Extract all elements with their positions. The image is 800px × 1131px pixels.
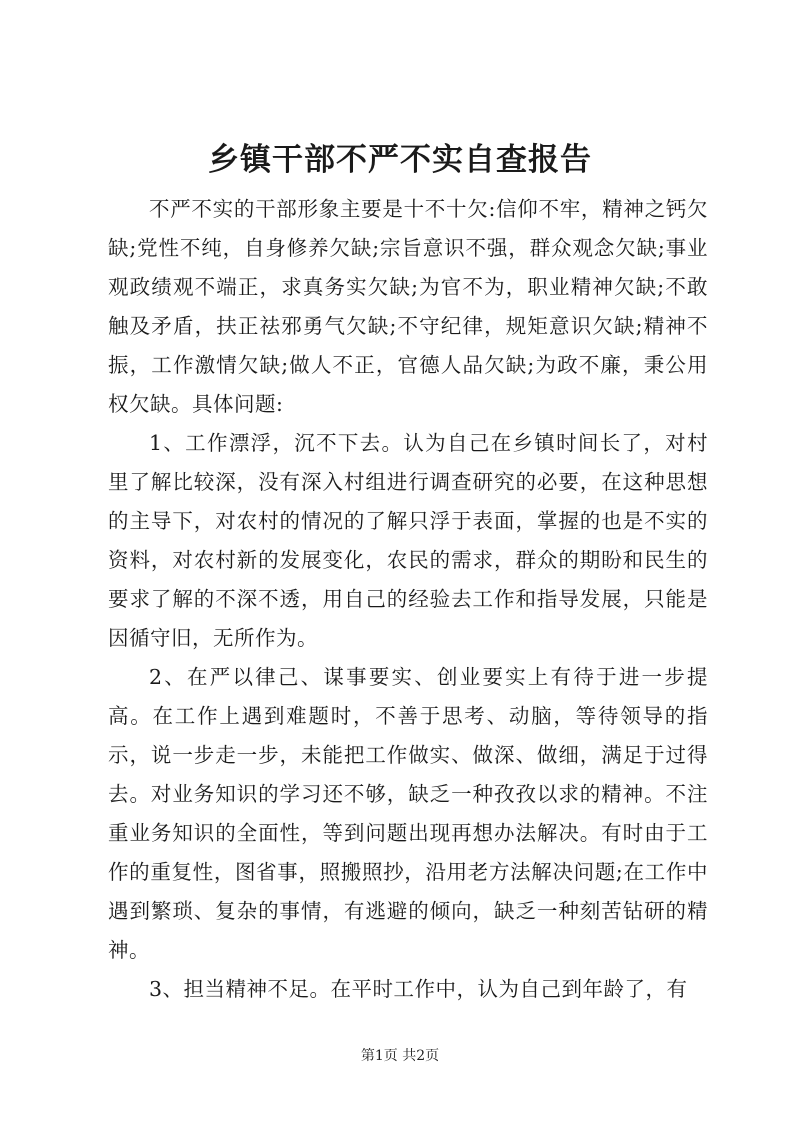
page-number: 第1页 共2页 — [360, 1048, 440, 1064]
document-body — [108, 190, 708, 1009]
page-footer — [0, 1046, 800, 1066]
paragraph-1: 1、工作漂浮，沉不下去。认为自己在乡镇时间长了，对村里了解比较深，没有深入村组进行调查研究的必要，在这种思想的主导下，对农村的情况的了解只浮于表面，掌握的也是不实的资料，对农村新的发展变化，农民的需求，群众的期盼和民生的要求了解的不深不透，用自己的经验去工作和指导发展，只能是因循守旧，无所作为。 — [108, 431, 708, 650]
paragraph-3: 3、担当精神不足。在平时工作中，认为自己到年龄了，有 — [149, 977, 688, 1001]
paragraph-intro: 不严不实的干部形象主要是十不十欠:信仰不牢，精神之钙欠缺;党性不纯，自身修养欠缺;宗旨意识不强，群众观念欠缺;事业观政绩观不端正，求真务实欠缺;为官不为，职业精神欠缺;不敢触及矛盾，扶正祛邪勇气欠缺;不守纪律，规矩意识欠缺;精神不振，工作激情欠缺;做人不正，官德人品欠缺;为政不廉，秉公用权欠缺。具体问题: — [108, 197, 708, 416]
paragraph-2: 2、在严以律己、谋事要实、创业要实上有待于进一步提高。在工作上遇到难题时，不善于思考、动脑，等待领导的指示，说一步走一步，未能把工作做实、做深、做细，满足于过得去。对业务知识的学习还不够，缺乏一种孜孜以求的精神。不注重业务知识的全面性，等到问题出现再想办法解决。有时由于工作的重复性，图省事，照搬照抄，沿用老方法解决问题;在工作中遇到繁琐、复杂的事情，有逃避的倾向，缺乏一种刻苦钻研的精神。 — [108, 665, 708, 962]
document-title: 乡镇干部不严不实自查报告 — [208, 142, 592, 178]
